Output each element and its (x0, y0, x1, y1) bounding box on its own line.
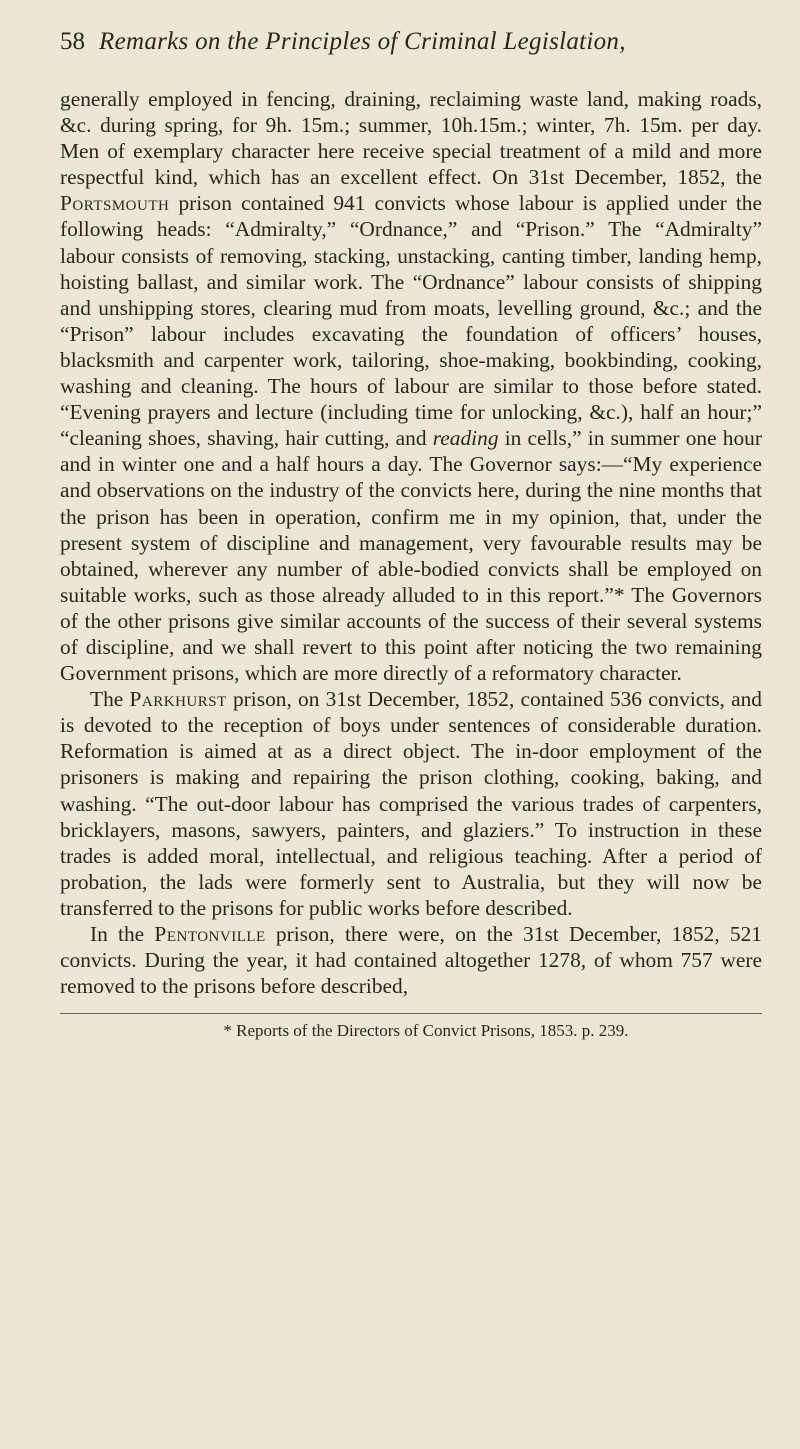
body-text (60, 86, 762, 999)
page-number: 58 (60, 28, 85, 55)
footnote-rule (60, 1013, 762, 1014)
text-run: generally employed in fencing, draining, reclaiming waste land, making roads, &c. during spring, for 9h. 15m.; summer, 10h.15m.; winter, 7h. 15m. per day. Men of exemplary character here receive special treatment of a mild and more respectful kind, which has an excellent effect. On 31st December, 1852, the (60, 87, 762, 190)
italic-text: reading (432, 426, 499, 451)
text-run: prison contained 941 convicts whose labour is applied under the following heads: “Admiralty,” “Ordnance,” and “Prison.” The “Admiralty” labour consists of removing, stacking, unstacking, canting timber, landing hemp, hoisting ballast, and similar work. The “Ordnance” labour consists of shipping and unshipping stores, clearing mud from moats, levelling ground, &c.; and the “Prison” labour includes excavating the foundation of officers’ houses, blacksmith and carpenter work, tailoring, shoe-making, bookbinding, cooking, washing and cleaning. The hours of labour are similar to those before stated. “Evening prayers and lecture (including time for unlocking, &c.), half an hour;” “cleaning shoes, shaving, hair cutting, and (60, 191, 762, 451)
prison-name: Pentonville (154, 922, 266, 946)
text-run: in cells,” in summer one hour and in winter one and a half hours a day. The Governor says:—“My experience and observations on the industry of the convicts here, during the nine months that the prison has been in operation, confirm me in my opinion, that, under the present system of discipline and management, very favourable results may be obtained, wherever any number of able-bodied convicts shall be employed on suitable works, such as those already alluded to in this report.”* The Governors of the other prisons give similar accounts of the success of their several systems of discipline, and we shall revert to this point after noticing the two remaining Government prisons, which are more directly of a reformatory character. (60, 426, 762, 686)
footnote: * Reports of the Directors of Convict Prisons, 1853. p. 239. (223, 1021, 629, 1041)
paragraph (60, 86, 762, 686)
prison-name: Portsmouth (60, 191, 170, 216)
text-run: prison, there were, on the 31st December, 1852, 521 convicts. During the year, it had contained altogether 1278, of whom 757 were removed to the prisons before described, (60, 922, 762, 999)
running-title: Remarks on the Principles of Criminal Legislation, (99, 28, 626, 55)
paragraph (60, 686, 762, 921)
paragraph (60, 921, 762, 999)
text-run: The (90, 687, 130, 712)
text-run: prison, on 31st December, 1852, contained 536 convicts, and is devoted to the reception of boys under sentences of considerable duration. Reformation is aimed at as a direct object. The in-door employment of the prisoners is making and repairing the prison clothing, cooking, baking, and washing. “The out-door labour has comprised the various trades of carpenters, bricklayers, masons, sawyers, painters, and glaziers.” To instruction in these trades is added moral, intellectual, and religious teaching. After a period of probation, the lads were formerly sent to Australia, but they will now be transferred to the prisons for public works before described. (60, 687, 762, 920)
running-head (60, 28, 762, 80)
text-run: In the (90, 922, 155, 946)
prison-name: Parkhurst (129, 687, 227, 712)
